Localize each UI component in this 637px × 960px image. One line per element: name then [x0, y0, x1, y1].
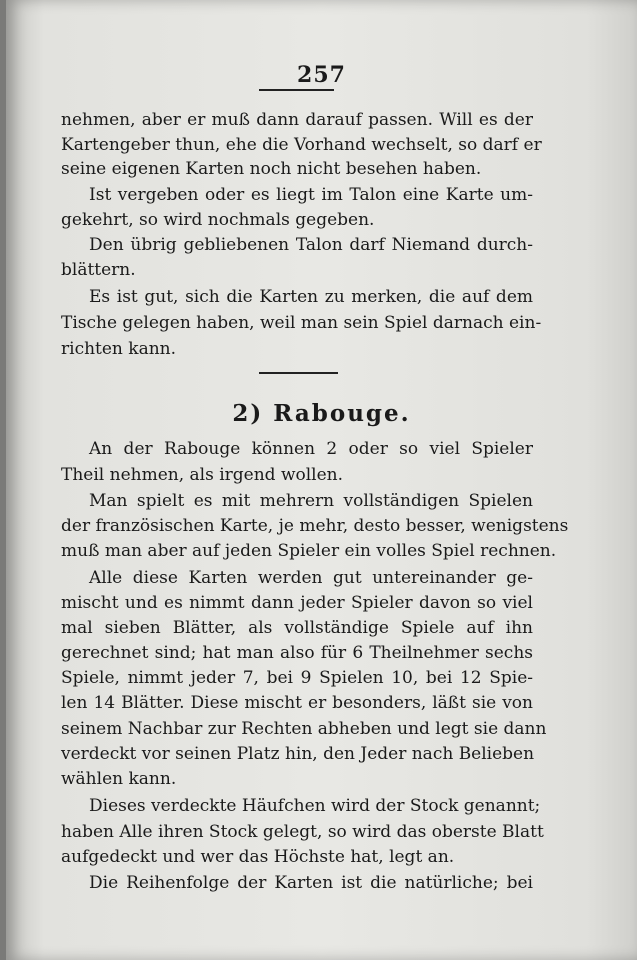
- section-divider: [259, 372, 338, 374]
- text-line: Man spielt es mit mehrern vollständigen Spielen: [89, 491, 533, 511]
- text-line: richten kann.: [61, 339, 177, 359]
- text-line: Theil nehmen, als irgend wollen.: [61, 465, 344, 485]
- text-line: Dieses verdeckte Häufchen wird der Stock genannt;: [89, 796, 541, 816]
- text-line: Die Reihenfolge der Karten ist die natürliche; bei: [89, 873, 533, 893]
- text-line: seine eigenen Karten noch nicht besehen haben.: [61, 159, 482, 179]
- text-line: Es ist gut, sich die Karten zu merken, die auf dem: [89, 287, 533, 307]
- book-page: [6, 0, 637, 960]
- text-line: len 14 Blätter. Diese mischt er besonders, läßt sie von: [61, 693, 533, 713]
- text-line: gerechnet sind; hat man also für 6 Theilnehmer sechs: [61, 643, 533, 663]
- page-number-rule: [259, 89, 334, 91]
- text-line: aufgedeckt und wer das Höchste hat, legt an.: [61, 847, 455, 867]
- page-number: 257: [297, 62, 346, 88]
- text-line: mal sieben Blätter, als vollständige Spiele auf ihn: [61, 618, 533, 638]
- text-line: Tische gelegen haben, weil man sein Spiel darnach ein-: [61, 313, 542, 333]
- text-line: mischt und es nimmt dann jeder Spieler davon so viel: [61, 593, 533, 613]
- text-line: Kartengeber thun, ehe die Vorhand wechselt, so darf er: [61, 135, 542, 155]
- text-line: An der Rabouge können 2 oder so viel Spieler: [89, 439, 533, 459]
- text-line: seinem Nachbar zur Rechten abheben und legt sie dann: [61, 719, 547, 739]
- text-line: Ist vergeben oder es liegt im Talon eine Karte um-: [89, 185, 533, 205]
- text-line: muß man aber auf jeden Spieler ein volles Spiel rechnen.: [61, 541, 557, 561]
- section-heading: 2) Rabouge.: [232, 400, 411, 427]
- text-line: verdeckt vor seinen Platz hin, den Jeder nach Belieben: [61, 744, 535, 764]
- text-line: haben Alle ihren Stock gelegt, so wird das oberste Blatt: [61, 822, 544, 842]
- text-line: Alle diese Karten werden gut untereinander ge-: [89, 568, 533, 588]
- text-line: Den übrig gebliebenen Talon darf Niemand durch-: [89, 235, 533, 255]
- text-line: der französischen Karte, je mehr, desto besser, wenigstens: [61, 516, 569, 536]
- text-line: wählen kann.: [61, 769, 177, 789]
- text-line: blättern.: [61, 260, 136, 280]
- text-line: nehmen, aber er muß dann darauf passen. Will es der: [61, 110, 533, 130]
- text-line: gekehrt, so wird nochmals gegeben.: [61, 210, 375, 230]
- text-line: Spiele, nimmt jeder 7, bei 9 Spielen 10, bei 12 Spie-: [61, 668, 533, 688]
